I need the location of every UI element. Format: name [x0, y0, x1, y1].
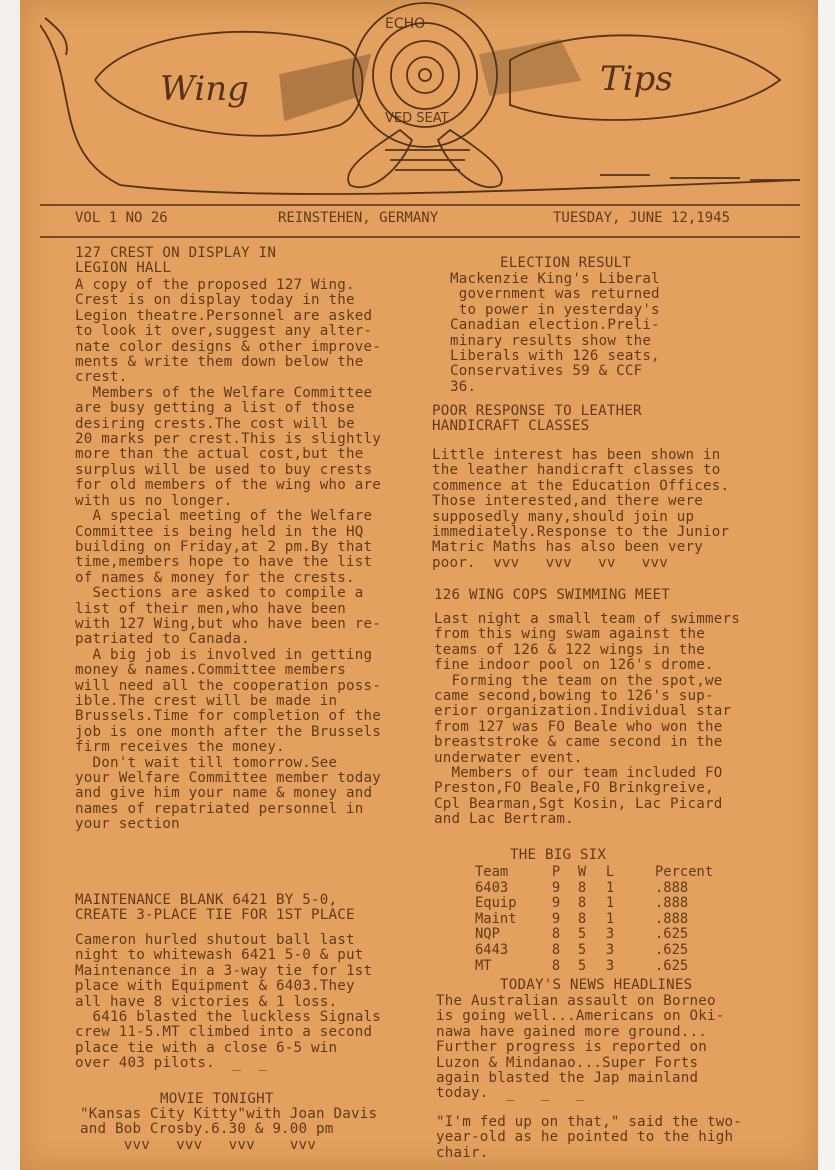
headlines-article: The Australian assault on Borneo is going well...Americans on Oki- nawa have gained more ground... Further progress is reported on Luzon & Mindanao...Super Forts again blasted the Jap mainland today. _ _ _: [436, 993, 725, 1102]
cell-percent: .625: [655, 941, 689, 958]
col-won: W: [577, 864, 587, 880]
col-played: P: [551, 864, 561, 880]
col-percent: Percent: [655, 864, 714, 880]
maintenance-article: Cameron hurled shutout ball last night to whitewash 6421 5-0 & put Maintenance in a 3-way tie for 1st place with Equipment & 6403.They all have 8 victories & 1 loss. 6416 blasted the luckless Signals crew 11-5.MT climbed into a second place tie with a close 6-5 win over 403 pilots. _ _: [75, 932, 381, 1072]
cell-played: 8: [551, 957, 561, 974]
masthead-title-left: Wing: [160, 69, 249, 109]
cell-lost: 1: [605, 879, 615, 896]
cell-played: 8: [551, 926, 561, 943]
cell-team: MT: [475, 957, 492, 974]
election-article: Mackenzie King's Liberal government was returned to power in yesterday's Canadian election.Preli- minary results show the Liberals with 126 seats, Conservatives 59 & CCF 36.: [450, 271, 660, 395]
table-row: [475, 958, 775, 974]
crest-headline: 127 CREST ON DISPLAY IN LEGION HALL: [75, 245, 277, 277]
cell-percent: .625: [655, 957, 689, 974]
cell-percent: .888: [655, 879, 689, 896]
masthead-drawing: [40, 0, 810, 205]
table-row: [475, 880, 775, 896]
cell-team: Equip: [475, 895, 517, 912]
table-row: [475, 895, 775, 911]
cell-team: 6443: [475, 941, 509, 958]
cell-percent: .888: [655, 895, 689, 912]
maintenance-headline: MAINTENANCE BLANK 6421 BY 5-0, CREATE 3-PLACE TIE FOR 1ST PLACE: [75, 892, 355, 924]
emblem-top-text: ECHO: [385, 16, 426, 32]
cell-played: 8: [551, 941, 561, 958]
right-page-margin: [818, 0, 835, 1170]
masthead-title-right: Tips: [600, 59, 673, 99]
table-row: [475, 926, 775, 942]
cell-team: NQP: [475, 926, 500, 943]
emblem-bottom-text: VED SEAT: [385, 111, 449, 126]
election-headline: ELECTION RESULT: [500, 255, 632, 271]
col-lost: L: [605, 864, 615, 880]
cell-won: 5: [577, 957, 587, 974]
issue-place: REINSTEHEN, GERMANY: [278, 210, 439, 226]
table-row: [475, 911, 775, 927]
col-team: Team: [475, 864, 509, 880]
header-rule-bottom: [40, 236, 800, 238]
newsletter-page: [20, 0, 818, 1170]
cell-team: 6403: [475, 879, 509, 896]
quote-article: "I'm fed up on that," said the two- year-old as he pointed to the high chair.: [436, 1114, 742, 1161]
cell-percent: .888: [655, 910, 689, 927]
movie-article: "Kansas City Kitty"with Joan Davis and Bob Crosby.6.30 & 9.00 pm vvv vvv vvv vvv: [80, 1106, 378, 1153]
swimming-headline: 126 WING COPS SWIMMING MEET: [434, 587, 671, 603]
issue-volume: VOL 1 NO 26: [75, 210, 168, 226]
cell-won: 5: [577, 941, 587, 958]
left-page-margin: [0, 0, 20, 1170]
cell-lost: 3: [605, 941, 615, 958]
movie-headline: MOVIE TONIGHT: [160, 1091, 274, 1107]
cell-won: 5: [577, 926, 587, 943]
cell-won: 8: [577, 879, 587, 896]
cell-lost: 1: [605, 895, 615, 912]
cell-played: 9: [551, 879, 561, 896]
big-six-table: [475, 864, 775, 973]
cell-lost: 3: [605, 926, 615, 943]
cell-team: Maint: [475, 910, 517, 927]
cell-lost: 3: [605, 957, 615, 974]
cell-played: 9: [551, 895, 561, 912]
big-six-header-row: [475, 864, 775, 880]
cell-won: 8: [577, 895, 587, 912]
header-rule-top: [40, 204, 800, 206]
issue-date: TUESDAY, JUNE 12,1945: [553, 210, 731, 226]
leather-article: Little interest has been shown in the leather handicraft classes to commence at the Education Offices. Those interested,and there were supposedly many,should join up immediately.Response to the Junior Matric Maths has also been very poor. vvv vvv vv vvv: [432, 447, 730, 571]
cell-played: 9: [551, 910, 561, 927]
big-six-headline: THE BIG SIX: [510, 847, 607, 863]
cell-percent: .625: [655, 926, 689, 943]
cell-lost: 1: [605, 910, 615, 927]
leather-headline: POOR RESPONSE TO LEATHER HANDICRAFT CLASSES: [432, 403, 642, 435]
headlines-headline: TODAY'S NEWS HEADLINES: [500, 977, 693, 993]
swimming-article: Last night a small team of swimmers from this wing swam against the teams of 126 & 122 wings in the fine indoor pool on 126's drome. Forming the team on the spot,we came second,bowing to 126's sup- erior organization.Individual star from 127 was FO Beale who won the breaststroke & came second in the underwater event. Members of our team included FO Preston,FO Beale,FO Brinkgreive, Cpl Bearman,Sgt Kosin, Lac Picard and Lac Bertram.: [434, 611, 740, 828]
cell-won: 8: [577, 910, 587, 927]
table-row: [475, 942, 775, 958]
crest-article: A copy of the proposed 127 Wing. Crest is on display today in the Legion theatre.Personnel are asked to look it over,suggest any alter- nate color designs & other improve- ments & write them down below the crest. Members of the Welfare Committee are busy getting a list of those desiring crests.The cost will be 20 marks per crest.This is slightly more than the actual cost,but the surplus will be used to buy crests for old members of the wing who are with us no longer. A special meeting of the Welfare Committee is being held in the HQ building on Friday,at 2 pm.By that time,members hope to have the list of names & money for the crests. Sections are asked to compile a list of their men,who have been with 127 Wing,but who have been re- patriated to Canada. A big job is involved in getting money & names.Committee members will need all the cooperation poss- ible.The crest will be made in Brussels.Time for completion of the job is one month after the Brussels firm receives the money. Don't wait till tomorrow.See your Welfare Committee member today and give him your name & money and names of repatriated personnel in your section: [75, 277, 381, 833]
